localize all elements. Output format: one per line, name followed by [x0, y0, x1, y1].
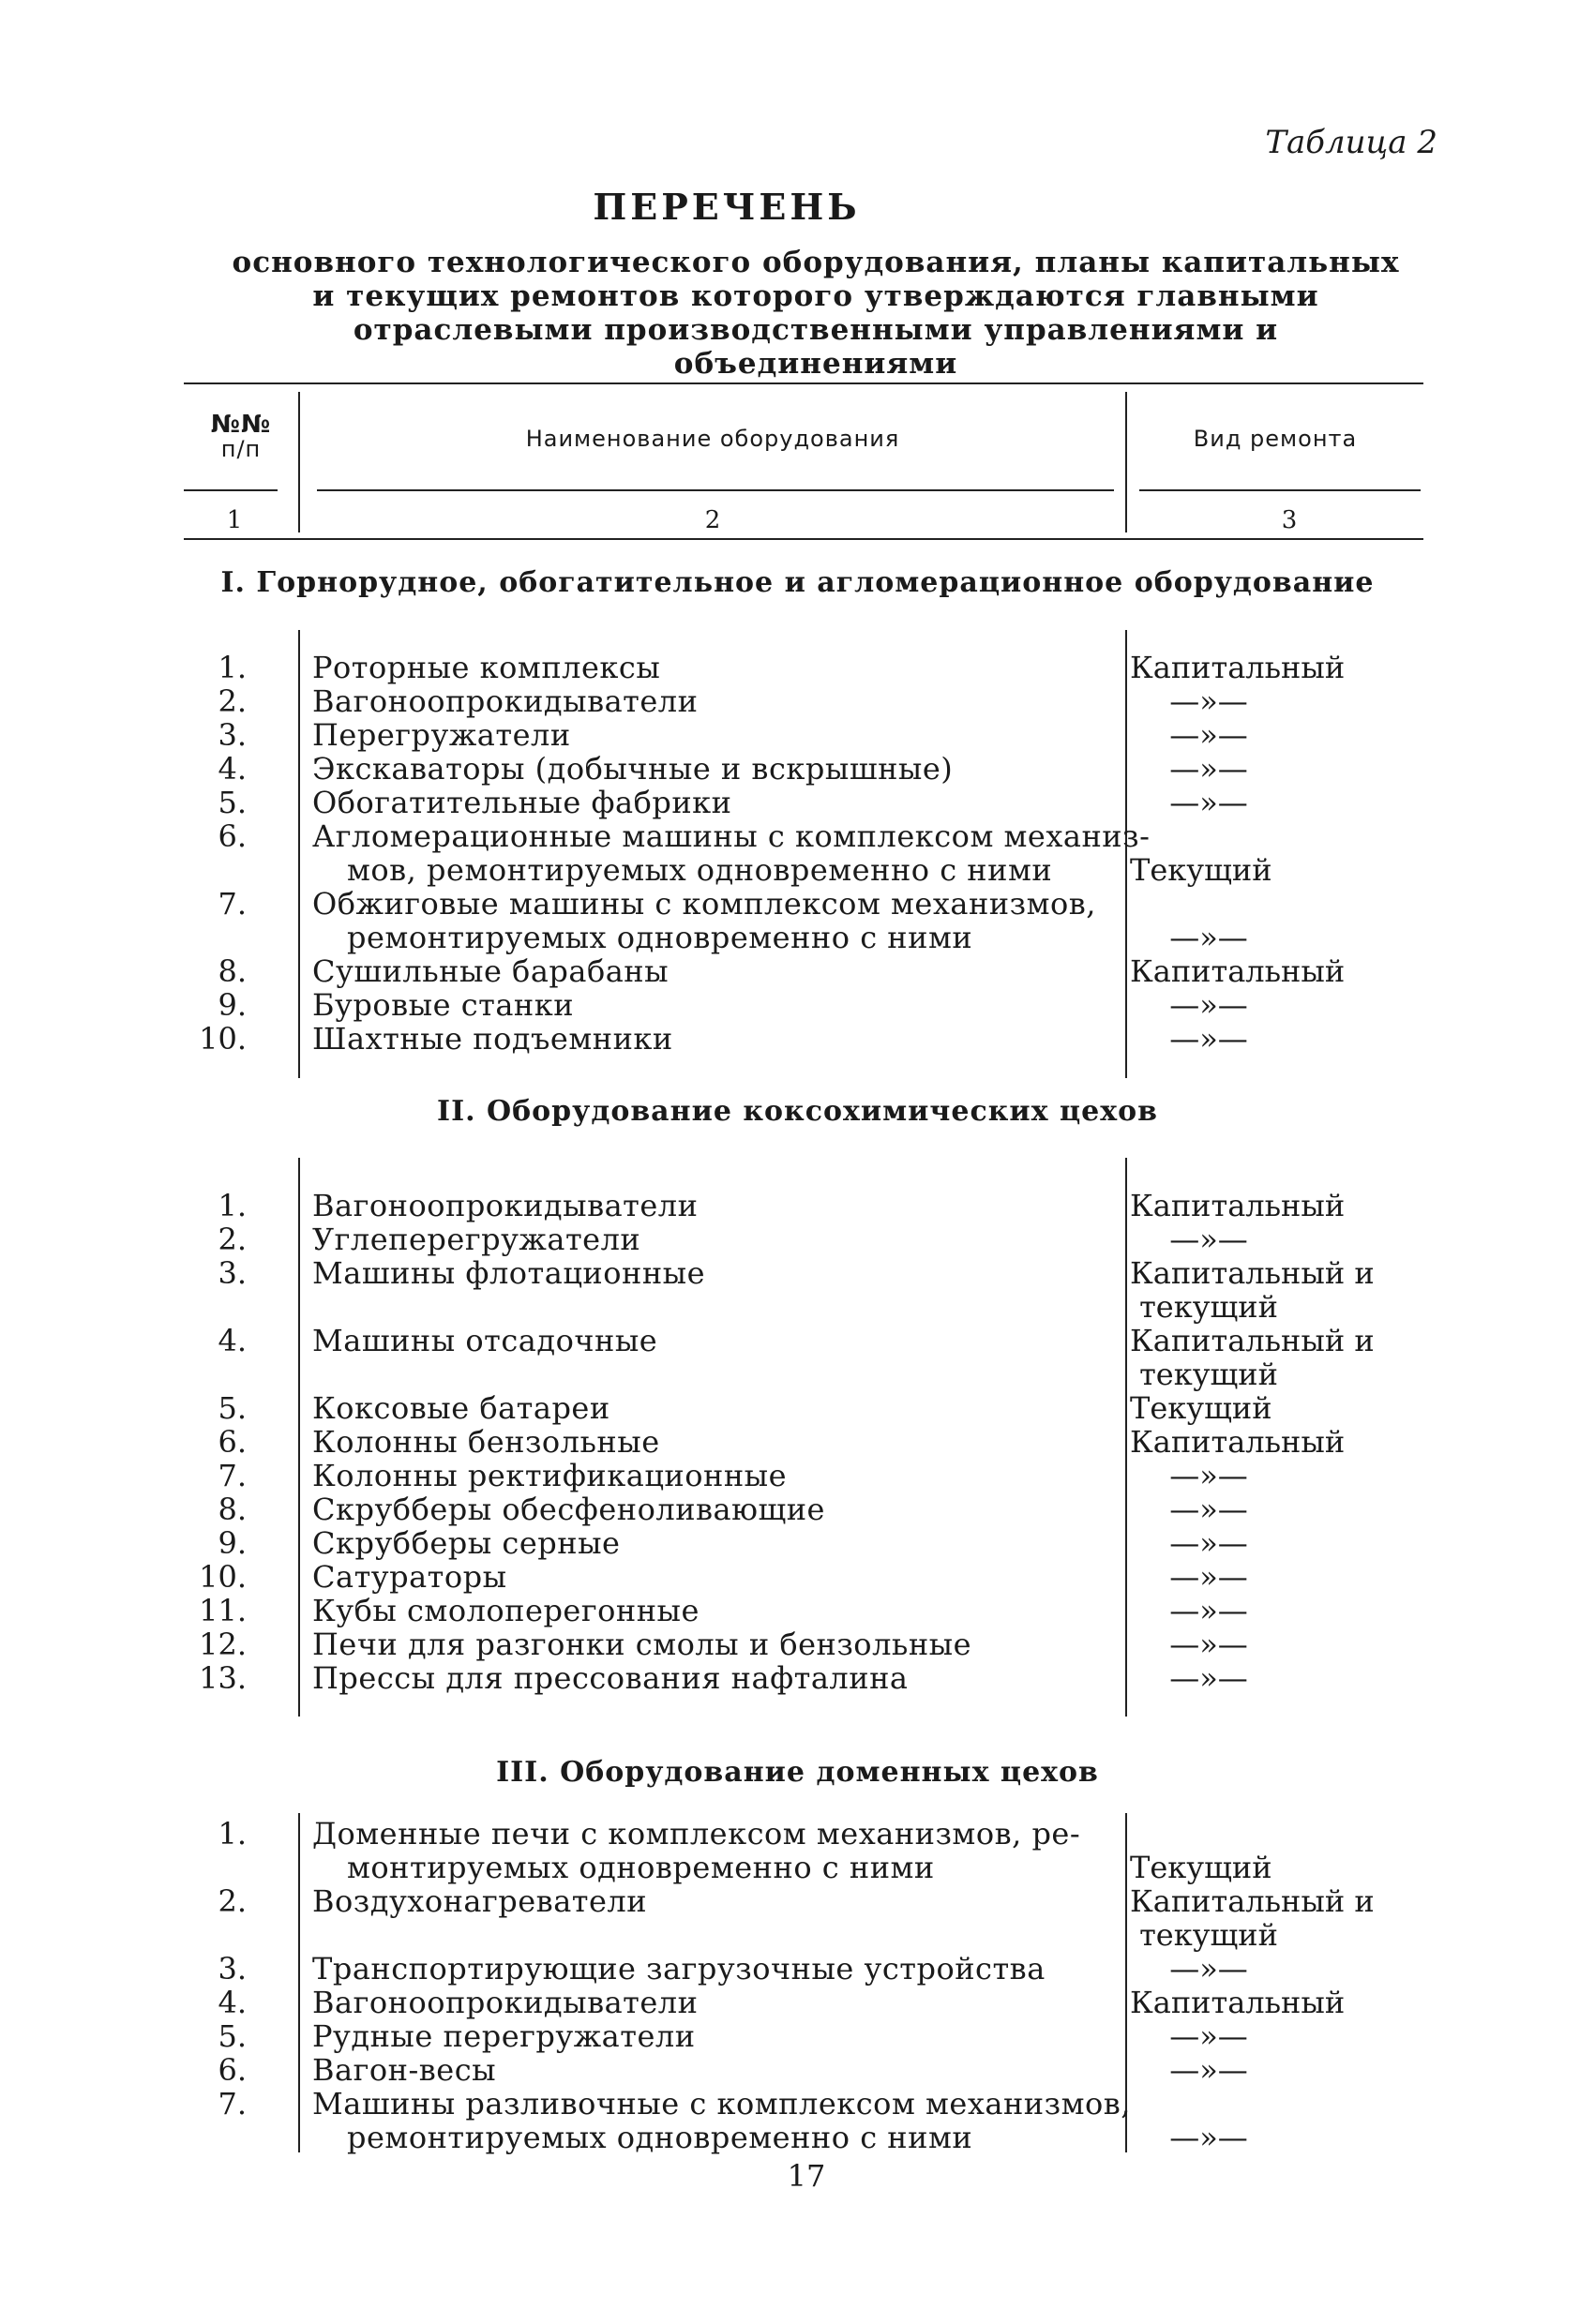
row-number: 5. — [218, 785, 247, 820]
row-number: 7. — [218, 1458, 247, 1493]
table-row — [0, 1391, 1595, 1425]
document-subtitle — [225, 246, 1407, 381]
row-number: 7. — [218, 2086, 247, 2122]
row-repair-type: —»— — [1169, 785, 1248, 820]
header-subrule-1 — [184, 489, 278, 491]
column-number-2: 2 — [704, 506, 721, 534]
header-num-label — [184, 412, 298, 461]
row-equipment-name: ремонтируемых одновременно с ними — [347, 2120, 973, 2155]
table-row — [0, 752, 1595, 786]
table-row — [0, 1952, 1595, 1986]
table-row — [0, 684, 1595, 718]
subtitle-line: отраслевыми производственными управлениями и объединениями — [353, 313, 1279, 381]
row-equipment-name: Скрубберы серные — [312, 1525, 621, 1561]
table-header-bottom-rule — [184, 538, 1423, 540]
table-row — [0, 1022, 1595, 1056]
table-row — [0, 1661, 1595, 1695]
table-header-divider-right — [1125, 392, 1127, 532]
row-equipment-name: Сушильные барабаны — [312, 953, 670, 989]
row-repair-type: —»— — [1169, 1525, 1248, 1561]
row-number: 2. — [218, 1222, 247, 1257]
row-equipment-name: ремонтируемых одновременно с ними — [347, 920, 973, 955]
table-top-rule — [184, 382, 1423, 384]
row-repair-type: текущий — [1139, 1357, 1278, 1392]
row-number: 7. — [218, 886, 247, 922]
row-equipment-name: Коксовые батареи — [312, 1390, 610, 1426]
row-repair-type: Капитальный — [1130, 953, 1346, 989]
row-number: 2. — [218, 1883, 247, 1919]
row-equipment-name: Колонны ректификационные — [312, 1458, 788, 1493]
row-number: 5. — [218, 2018, 247, 2054]
table-row — [0, 853, 1595, 887]
row-repair-type: Капитальный и — [1130, 1255, 1375, 1291]
header-num-line1: №№ — [210, 411, 272, 439]
row-number: 13. — [199, 1660, 247, 1696]
row-number: 8. — [218, 1492, 247, 1527]
row-number: 1. — [218, 1816, 247, 1852]
table-row — [0, 1459, 1595, 1492]
table-row — [0, 2121, 1595, 2154]
row-equipment-name: Машины флотационные — [312, 1255, 706, 1291]
row-equipment-name: Роторные комплексы — [312, 650, 661, 685]
row-repair-type: Капитальный и — [1130, 1323, 1375, 1358]
table-row — [0, 1817, 1595, 1851]
table-row — [0, 1357, 1595, 1391]
row-number: 2. — [218, 683, 247, 719]
header-repair-label: Вид ремонта — [1193, 426, 1358, 452]
table-row — [0, 1526, 1595, 1560]
table-row — [0, 718, 1595, 752]
row-repair-type: —»— — [1169, 1222, 1248, 1257]
row-repair-type: Текущий — [1130, 852, 1272, 888]
column-number-1: 1 — [226, 506, 243, 534]
table-row — [0, 1492, 1595, 1526]
row-repair-type: текущий — [1139, 1289, 1278, 1325]
table-row — [0, 988, 1595, 1022]
row-equipment-name: Вагон-весы — [312, 2052, 497, 2088]
row-equipment-name: Обжиговые машины с комплексом механизмов, — [312, 886, 1096, 922]
row-number: 6. — [218, 1424, 247, 1460]
table-row — [0, 651, 1595, 684]
column-number-3: 3 — [1281, 506, 1298, 534]
table-row — [0, 921, 1595, 954]
page-number: 17 — [787, 2158, 826, 2194]
row-repair-type: текущий — [1139, 1917, 1278, 1953]
table-row — [0, 954, 1595, 988]
section-1-title: I. Горнорудное, обогатительное и агломерационное оборудование — [220, 566, 1375, 599]
row-number: 3. — [218, 717, 247, 753]
table-row — [0, 1851, 1595, 1884]
row-number: 12. — [199, 1627, 247, 1662]
row-repair-type: —»— — [1169, 2052, 1248, 2088]
row-repair-type: Капитальный — [1130, 650, 1346, 685]
row-number: 6. — [218, 818, 247, 854]
row-repair-type: Текущий — [1130, 1390, 1272, 1426]
row-equipment-name: Воздухонагреватели — [312, 1883, 648, 1919]
table-row — [0, 1425, 1595, 1459]
header-subrule-3 — [1139, 489, 1421, 491]
table-row — [0, 1884, 1595, 1918]
table-row — [0, 1918, 1595, 1952]
row-number: 10. — [199, 1021, 247, 1057]
row-number: 1. — [218, 650, 247, 685]
table-row — [0, 1627, 1595, 1661]
row-number: 9. — [218, 987, 247, 1023]
table-row — [0, 2053, 1595, 2087]
row-repair-type: —»— — [1169, 751, 1248, 787]
table-row — [0, 1324, 1595, 1357]
subtitle-line: основного технологического оборудования, планы капитальных — [232, 246, 1400, 279]
row-equipment-name: Машины разливочные с комплексом механизмов, — [312, 2086, 1131, 2122]
table-row — [0, 887, 1595, 921]
row-number: 3. — [218, 1951, 247, 1987]
row-equipment-name: Транспортирующие загрузочные устройства — [312, 1951, 1046, 1987]
row-repair-type: —»— — [1169, 920, 1248, 955]
row-equipment-name: Углеперегружатели — [312, 1222, 641, 1257]
row-repair-type: —»— — [1169, 683, 1248, 719]
table-row — [0, 1256, 1595, 1290]
row-repair-type: —»— — [1169, 1492, 1248, 1527]
row-equipment-name: Сатураторы — [312, 1559, 507, 1595]
row-equipment-name: Машины отсадочные — [312, 1323, 658, 1358]
row-repair-type: —»— — [1169, 1660, 1248, 1696]
row-equipment-name: Печи для разгонки смолы и бензольные — [312, 1627, 972, 1662]
row-equipment-name: Вагоноопрокидыватели — [312, 1188, 699, 1223]
row-repair-type: —»— — [1169, 2018, 1248, 2054]
table-row — [0, 2087, 1595, 2121]
row-repair-type: —»— — [1169, 987, 1248, 1023]
row-equipment-name: Рудные перегружатели — [312, 2018, 696, 2054]
row-repair-type: —»— — [1169, 1458, 1248, 1493]
row-equipment-name: Перегружатели — [312, 717, 571, 753]
table-row — [0, 2019, 1595, 2053]
section-2-title: II. Оборудование коксохимических цехов — [437, 1095, 1158, 1128]
row-repair-type: —»— — [1169, 1593, 1248, 1628]
row-repair-type: Капитальный — [1130, 1985, 1346, 2020]
row-repair-type: —»— — [1169, 1021, 1248, 1057]
row-repair-type: Текущий — [1130, 1850, 1272, 1885]
row-number: 9. — [218, 1525, 247, 1561]
row-number: 4. — [218, 1323, 247, 1358]
table-row — [0, 1222, 1595, 1256]
row-repair-type: —»— — [1169, 1627, 1248, 1662]
row-number: 8. — [218, 953, 247, 989]
row-equipment-name: Буровые станки — [312, 987, 575, 1023]
row-repair-type: Капитальный — [1130, 1424, 1346, 1460]
row-number: 4. — [218, 1985, 247, 2020]
header-name-label: Наименование оборудования — [525, 426, 900, 452]
row-repair-type: —»— — [1169, 717, 1248, 753]
row-number: 5. — [218, 1390, 247, 1426]
row-equipment-name: Вагоноопрокидыватели — [312, 1985, 699, 2020]
row-repair-type: Капитальный и — [1130, 1883, 1375, 1919]
row-number: 6. — [218, 2052, 247, 2088]
row-equipment-name: Колонны бензольные — [312, 1424, 660, 1460]
row-equipment-name: мов, ремонтируемых одновременно с ними — [347, 852, 1053, 888]
header-subrule-2 — [317, 489, 1114, 491]
row-equipment-name: Шахтные подъемники — [312, 1021, 673, 1057]
row-equipment-name: Прессы для прессования нафталина — [312, 1660, 909, 1696]
table-row — [0, 819, 1595, 853]
row-equipment-name: монтируемых одновременно с ними — [347, 1850, 935, 1885]
subtitle-line: и текущих ремонтов которого утверждаются главными — [312, 279, 1319, 313]
row-equipment-name: Экскаваторы (добычные и вскрышные) — [312, 751, 954, 787]
row-number: 4. — [218, 751, 247, 787]
row-equipment-name: Обогатительные фабрики — [312, 785, 732, 820]
row-repair-type: —»— — [1169, 2120, 1248, 2155]
row-repair-type: Капитальный — [1130, 1188, 1346, 1223]
table-row — [0, 786, 1595, 819]
row-equipment-name: Кубы смолоперегонные — [312, 1593, 700, 1628]
table-row — [0, 1594, 1595, 1627]
document-title: ПЕРЕЧЕНЬ — [593, 186, 861, 228]
row-repair-type: —»— — [1169, 1559, 1248, 1595]
table-row — [0, 1189, 1595, 1222]
table-number-label: Таблица 2 — [1265, 124, 1437, 161]
header-num-line2: п/п — [220, 436, 262, 462]
row-number: 11. — [199, 1593, 247, 1628]
row-equipment-name: Агломерационные машины с комплексом механиз- — [312, 818, 1151, 854]
row-equipment-name: Доменные печи с комплексом механизмов, ре- — [312, 1816, 1081, 1852]
row-number: 1. — [218, 1188, 247, 1223]
row-number: 3. — [218, 1255, 247, 1291]
row-number: 10. — [199, 1559, 247, 1595]
row-equipment-name: Скрубберы обесфеноливающие — [312, 1492, 825, 1527]
table-row — [0, 1986, 1595, 2019]
table-row — [0, 1290, 1595, 1324]
row-equipment-name: Вагоноопрокидыватели — [312, 683, 699, 719]
table-row — [0, 1560, 1595, 1594]
row-repair-type: —»— — [1169, 1951, 1248, 1987]
section-3-title: III. Оборудование доменных цехов — [496, 1756, 1099, 1789]
